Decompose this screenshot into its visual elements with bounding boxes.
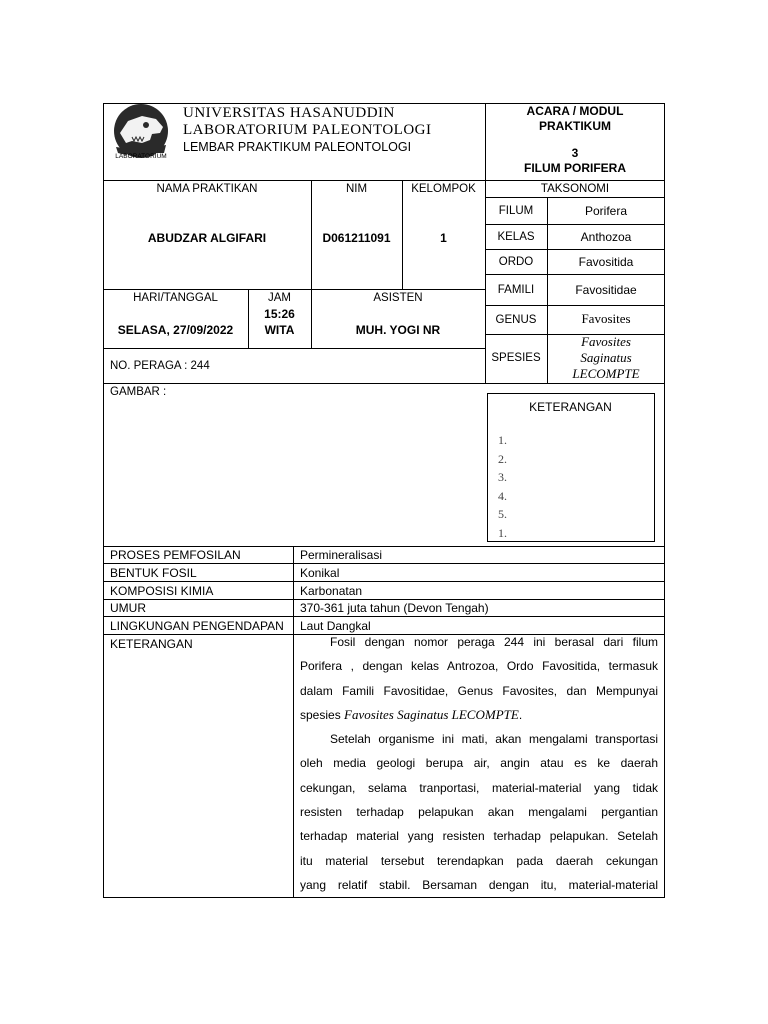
prop-value-proses: Permineralisasi	[300, 548, 383, 562]
gambar-label: GAMBAR :	[110, 386, 167, 398]
tax-label-kelas: KELAS	[497, 231, 535, 243]
keterangan-box	[487, 393, 655, 542]
spesies-line: Favosites	[581, 334, 631, 349]
tax-label-ordo: ORDO	[498, 256, 534, 268]
prop-value-bentuk: Konikal	[300, 566, 340, 580]
tax-label-filum: FILUM	[498, 205, 534, 217]
spesies-line: LECOMPTE	[572, 366, 640, 381]
keterangan-label: KETERANGAN	[110, 637, 193, 651]
tax-value-famili: Favositidae	[575, 283, 637, 297]
nim-label: NIM	[345, 183, 368, 195]
prop-label-proses: PROSES PEMFOSILAN	[110, 548, 241, 562]
paragraph-line: Porifera , dengan kelas Antrozoa, Ordo Favositida, termasuk	[300, 659, 658, 674]
jam-zone: WITA	[264, 323, 295, 337]
tax-value-genus: Favosites	[581, 311, 631, 326]
tax-label-spesies: SPESIES	[491, 352, 541, 364]
logo-text: LABORATORIUM	[115, 153, 167, 160]
nama-praktikan-label: NAMA PRAKTIKAN	[156, 183, 258, 195]
paragraph-line: oleh media geologi berupa air, angin atau es ke daerah	[300, 756, 658, 771]
paragraph-line: itu material tersebut terendapkan pada daerah cekungan	[300, 853, 658, 868]
prop-label-lingkungan: LINGKUNGAN PENGENDAPAN	[110, 619, 284, 633]
paragraph-line: terhadap material yang resisten terhadap pelapukan. Setelah	[300, 829, 658, 844]
species-name: Favosites Saginatus LECOMPTE	[344, 706, 519, 722]
sheet-title: LEMBAR PRAKTIKUM PALEONTOLOGI	[183, 140, 412, 154]
asisten-label: ASISTEN	[373, 292, 423, 304]
university-name: UNIVERSITAS HASANUDDIN	[183, 105, 395, 121]
acara-title: FILUM PORIFERA	[524, 161, 626, 175]
prop-value-lingkungan: Laut Dangkal	[300, 619, 371, 633]
praktikum-label: PRAKTIKUM	[539, 119, 611, 133]
jam-time: 15:26	[264, 307, 295, 321]
list-item: 5.	[498, 507, 507, 521]
kelompok-label: KELOMPOK	[411, 183, 476, 195]
paragraph-line: cekungan, selama tranportasi, material-material yang tidak	[300, 780, 658, 795]
prop-value-umur: 370-361 juta tahun (Devon Tengah)	[300, 601, 489, 615]
kelompok-value: 1	[440, 231, 447, 245]
paragraph-line: yang relatif stabil. Bersaman dengan itu, material-material	[300, 877, 658, 892]
keterangan-box-title: KETERANGAN	[529, 400, 612, 414]
tax-label-famili: FAMILI	[497, 284, 535, 296]
paragraph-line: resisten terhadap pelapukan akan mengalami pergantian	[300, 805, 658, 820]
spesies-line: Saginatus	[580, 350, 632, 365]
lab-logo	[106, 103, 176, 165]
tax-value-spesies	[547, 334, 665, 382]
list-item: 1.	[498, 525, 507, 540]
acara-label: ACARA / MODUL	[526, 104, 624, 118]
list-item: 2.	[498, 451, 507, 466]
tax-value-kelas: Anthozoa	[580, 230, 632, 244]
paragraph-line: Setelah organisme ini mati, akan mengalami transportasi	[330, 732, 658, 747]
acara-number: 3	[571, 146, 579, 160]
taksonomi-title: TAKSONOMI	[540, 183, 610, 195]
tax-value-ordo: Favositida	[578, 255, 634, 269]
lab-name: LABORATORIUM PALEONTOLOGI	[183, 122, 432, 138]
list-item: 3.	[498, 470, 507, 484]
paragraph-line: Fosil dengan nomor peraga 244 ini berasal dari filum	[330, 635, 658, 649]
hari-tanggal-label: HARI/TANGGAL	[133, 292, 218, 304]
prop-label-umur: UMUR	[110, 601, 146, 615]
no-peraga: NO. PERAGA : 244	[110, 360, 210, 372]
prop-label-komposisi: KOMPOSISI KIMIA	[110, 584, 214, 598]
prop-value-komposisi: Karbonatan	[300, 584, 363, 598]
nama-praktikan-value: ABUDZAR ALGIFARI	[147, 231, 267, 245]
list-item: 1.	[498, 433, 507, 447]
list-item: 4.	[498, 488, 507, 503]
paragraph-line-species	[300, 703, 658, 727]
keterangan-list	[498, 431, 507, 542]
asisten-value: MUH. YOGI NR	[355, 323, 441, 337]
paragraph-line: dalam Famili Favositidae, Genus Favosites, dan Mempunyai	[300, 683, 658, 698]
nim-value: D061211091	[322, 231, 391, 245]
species-prefix: spesies	[300, 707, 345, 722]
species-suffix: .	[518, 707, 523, 722]
jam-label: JAM	[268, 292, 291, 304]
keterangan-text	[300, 630, 658, 897]
tax-value-filum: Porifera	[584, 204, 628, 218]
prop-label-bentuk: BENTUK FOSIL	[110, 566, 197, 580]
hari-tanggal-value: SELASA, 27/09/2022	[117, 323, 234, 337]
tax-label-genus: GENUS	[495, 314, 537, 326]
